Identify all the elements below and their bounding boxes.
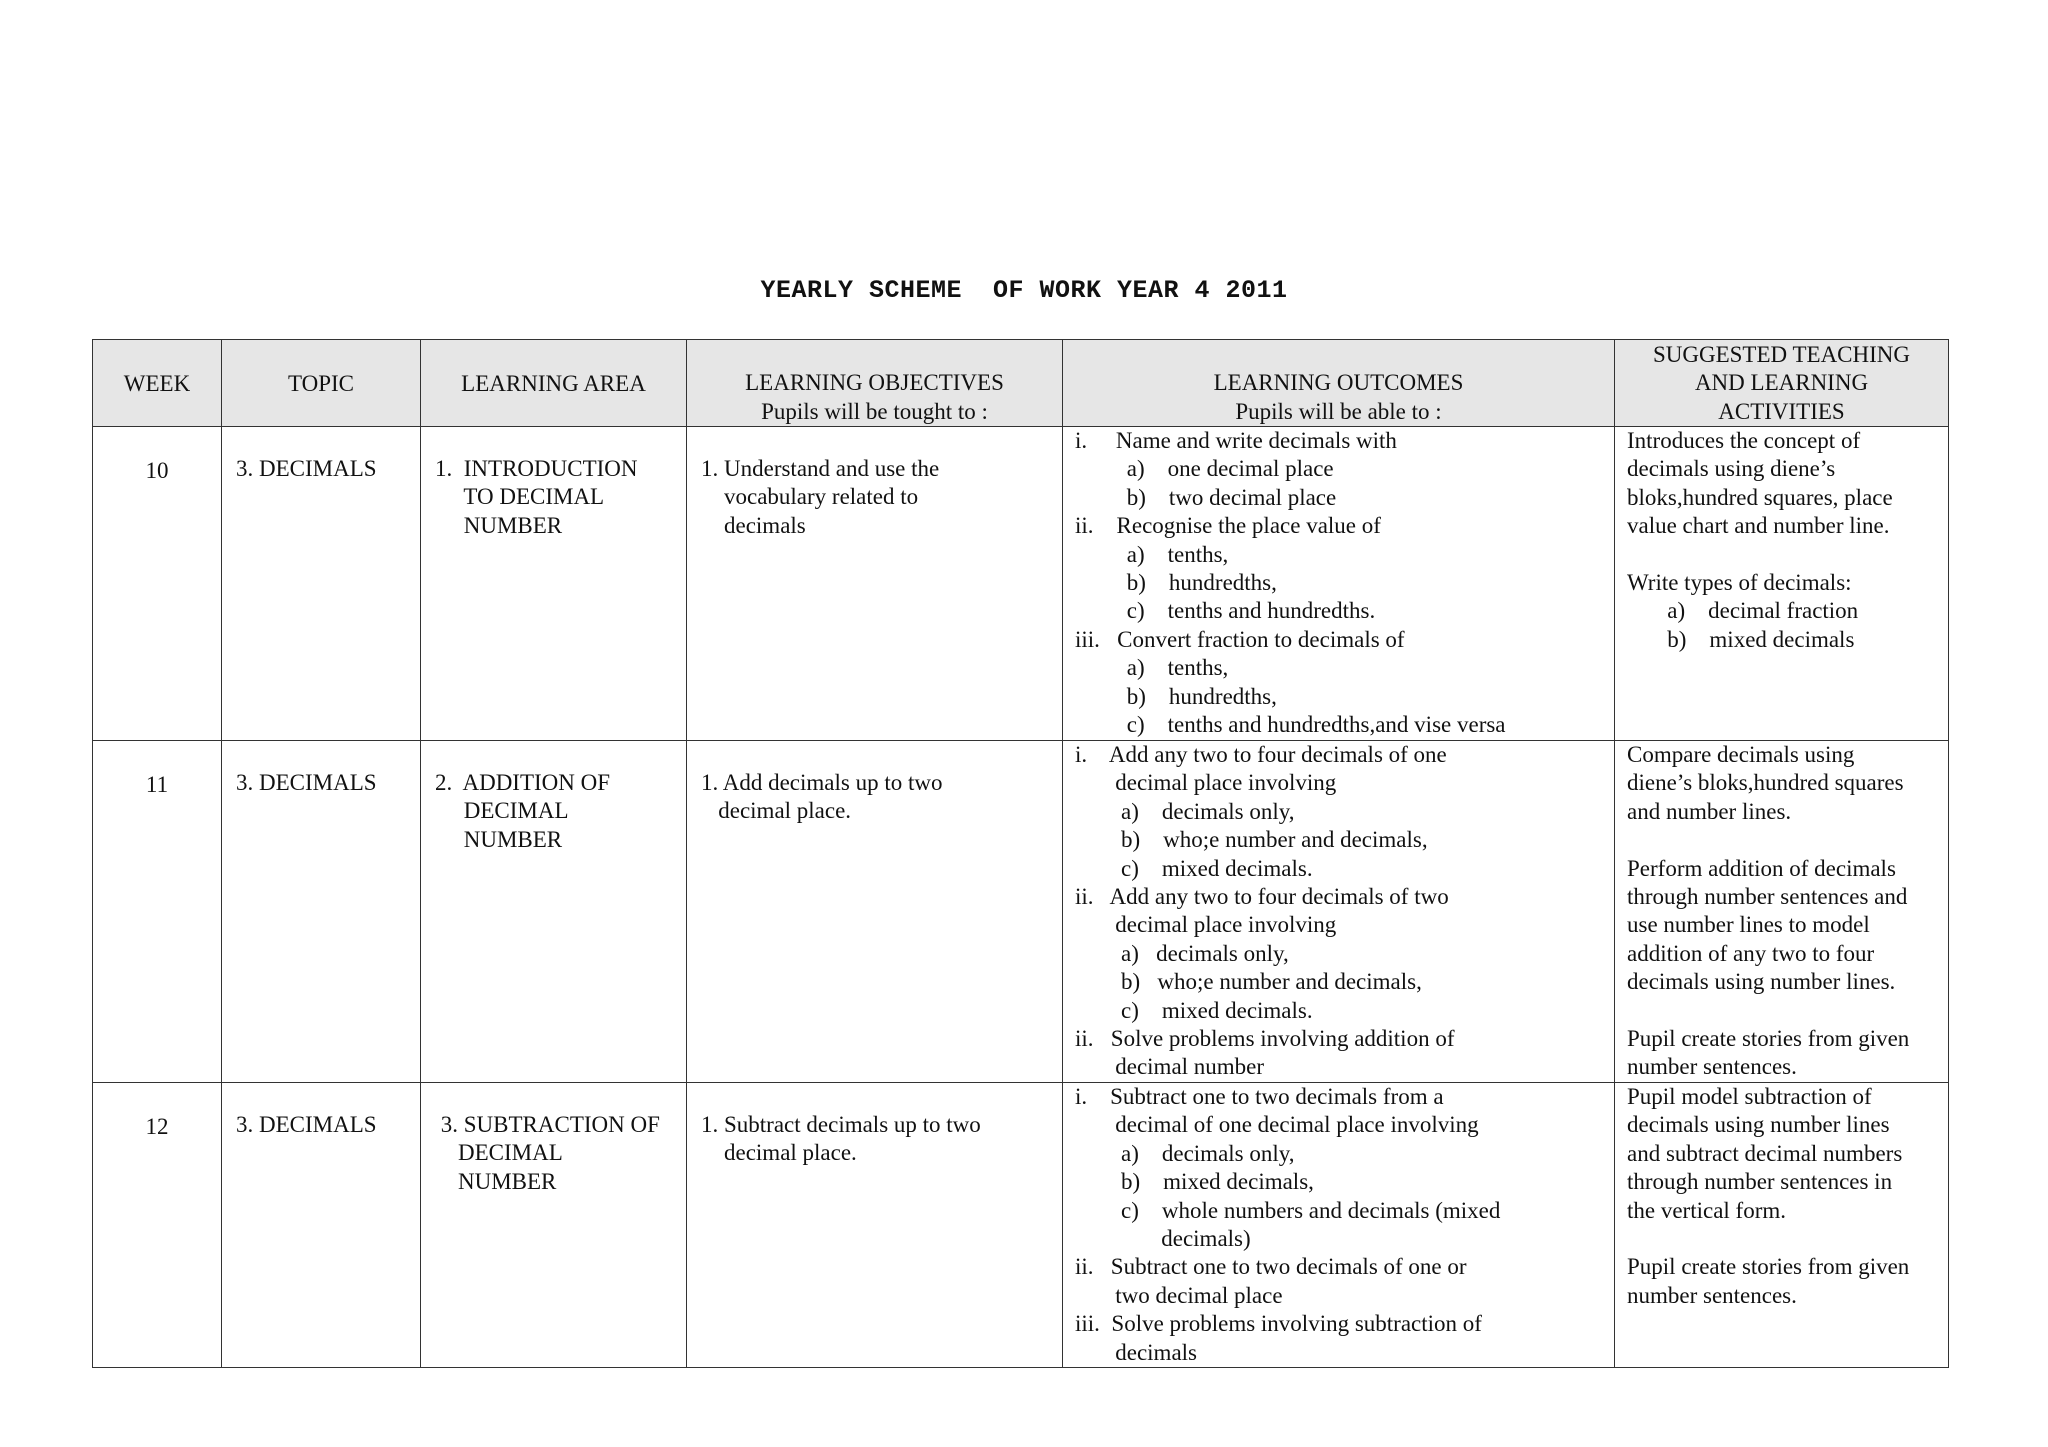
outcome-line: c) tenths and hundredths,and vise versa	[1075, 712, 1506, 738]
header-outcomes-sub: Pupils will be able to :	[1235, 398, 1442, 424]
outcome-line: b) hundredths,	[1075, 683, 1277, 709]
activities-cell	[1615, 427, 1949, 741]
outcome-line: decimal place involving	[1075, 770, 1337, 796]
topic-cell	[222, 741, 421, 1083]
table-row-week-10	[93, 427, 1949, 741]
header-week-label: WEEK	[123, 370, 191, 396]
outcome-line: b) who;e number and decimals,	[1075, 969, 1422, 995]
outcome-line: c) whole numbers and decimals (mixed	[1075, 1197, 1501, 1223]
activity-line: diene’s bloks,hundred squares	[1627, 770, 1904, 796]
outcome-line: c) mixed decimals.	[1075, 997, 1313, 1023]
learning-area-cell	[421, 741, 687, 1083]
header-outcomes-label: LEARNING OUTCOMES	[1213, 370, 1464, 396]
activity-line: Introduces the concept of	[1627, 428, 1861, 453]
activity-line: Pupil create stories from given	[1627, 1254, 1910, 1280]
outcome-line: b) two decimal place	[1075, 484, 1337, 510]
activity-line: Write types of decimals:	[1627, 570, 1852, 596]
week-number: 11	[145, 772, 169, 797]
activity-line: and number lines.	[1627, 798, 1792, 824]
activity-line: number sentences.	[1627, 1054, 1797, 1080]
outcome-line: i. Add any two to four decimals of one	[1075, 742, 1447, 767]
week-cell	[93, 427, 222, 741]
header-activities	[1615, 340, 1949, 427]
outcome-line: ii. Solve problems involving addition of	[1075, 1026, 1455, 1052]
week-number: 10	[145, 458, 169, 483]
activity-line: use number lines to model	[1627, 912, 1870, 938]
header-learning-outcomes	[1063, 340, 1615, 427]
activity-line: Pupil model subtraction of	[1627, 1084, 1872, 1109]
objective-line: decimals	[701, 512, 806, 538]
activities-cell	[1615, 741, 1949, 1083]
outcome-line: a) decimals only,	[1075, 798, 1295, 824]
document-title: YEARLY SCHEME OF WORK YEAR 4 2011	[760, 276, 1288, 305]
area-line: NUMBER	[435, 512, 563, 538]
outcome-line: ii. Recognise the place value of	[1075, 513, 1381, 539]
scheme-table	[92, 339, 1949, 1368]
week-number: 12	[145, 1114, 169, 1139]
outcome-line: decimals)	[1075, 1226, 1251, 1252]
week-cell	[93, 1083, 222, 1368]
objective-line: 1. Understand and use the	[701, 456, 940, 481]
activity-line: through number sentences in	[1627, 1169, 1893, 1195]
area-line: NUMBER	[435, 826, 563, 852]
header-objectives-label: LEARNING OBJECTIVES	[745, 370, 1004, 396]
outcomes-cell	[1063, 427, 1615, 741]
activity-line: decimals using number lines	[1627, 1112, 1890, 1138]
outcome-line: b) who;e number and decimals,	[1075, 827, 1428, 853]
activity-line: b) mixed decimals	[1627, 626, 1855, 652]
activity-line: Pupil create stories from given	[1627, 1026, 1910, 1052]
activity-line: number sentences.	[1627, 1282, 1797, 1308]
outcome-line: i. Subtract one to two decimals from a	[1075, 1084, 1444, 1109]
header-topic-label: TOPIC	[287, 370, 355, 396]
header-learning-objectives	[687, 340, 1063, 427]
topic-cell	[222, 427, 421, 741]
activities-cell	[1615, 1083, 1949, 1368]
topic-text: 3. DECIMALS	[236, 456, 377, 481]
outcome-line: b) hundredths,	[1075, 570, 1277, 596]
outcome-line: c) mixed decimals.	[1075, 855, 1313, 881]
area-line: 1. INTRODUCTION	[435, 456, 638, 481]
activity-line: Perform addition of decimals	[1627, 855, 1896, 881]
activity-line: and subtract decimal numbers	[1627, 1140, 1903, 1166]
activity-line	[1627, 541, 1948, 569]
area-line: 3. SUBTRACTION OF	[435, 1112, 660, 1137]
outcome-line: two decimal place	[1075, 1282, 1283, 1308]
outcome-line: iii. Convert fraction to decimals of	[1075, 626, 1405, 652]
table-row-week-12	[93, 1083, 1949, 1368]
outcome-line: iii. Solve problems involving subtraction of	[1075, 1311, 1482, 1337]
outcome-line: a) one decimal place	[1075, 456, 1334, 482]
outcome-line: a) tenths,	[1075, 655, 1229, 681]
activity-line: through number sentences and	[1627, 884, 1908, 910]
outcomes-cell	[1063, 1083, 1615, 1368]
header-row	[93, 340, 1949, 427]
objective-line: vocabulary related to	[701, 484, 919, 510]
activity-line: value chart and number line.	[1627, 513, 1890, 539]
outcomes-cell	[1063, 741, 1615, 1083]
activity-line: decimals using number lines.	[1627, 969, 1896, 995]
outcome-line: a) decimals only,	[1075, 1140, 1295, 1166]
activity-line: addition of any two to four	[1627, 940, 1875, 966]
outcome-line: decimal number	[1075, 1054, 1265, 1080]
outcome-line: i. Name and write decimals with	[1075, 428, 1397, 453]
topic-cell	[222, 1083, 421, 1368]
header-week	[93, 340, 222, 427]
outcome-line: a) decimals only,	[1075, 940, 1289, 966]
header-activities-line: ACTIVITIES	[1718, 398, 1845, 424]
activity-line: decimals using diene’s	[1627, 456, 1836, 482]
activity-line	[1627, 1225, 1948, 1253]
learning-area-cell	[421, 427, 687, 741]
objective-line: 1. Subtract decimals up to two	[701, 1112, 981, 1137]
header-learning-area	[421, 340, 687, 427]
objective-line: decimal place.	[701, 1140, 857, 1166]
activity-line: a) decimal fraction	[1627, 598, 1859, 624]
outcome-line: decimal of one decimal place involving	[1075, 1112, 1479, 1138]
header-activities-line: AND LEARNING	[1694, 370, 1869, 396]
outcome-line: a) tenths,	[1075, 541, 1229, 567]
topic-text: 3. DECIMALS	[236, 1112, 377, 1137]
learning-area-cell	[421, 1083, 687, 1368]
objective-line: decimal place.	[701, 798, 852, 824]
outcome-line: c) tenths and hundredths.	[1075, 598, 1376, 624]
topic-text: 3. DECIMALS	[236, 770, 377, 795]
outcome-line: decimals	[1075, 1339, 1197, 1365]
header-activities-line: SUGGESTED TEACHING	[1652, 341, 1911, 367]
objective-line: 1. Add decimals up to two	[701, 770, 943, 795]
outcome-line: b) mixed decimals,	[1075, 1169, 1314, 1195]
area-line: 2. ADDITION OF	[435, 770, 611, 795]
activity-line: Compare decimals using	[1627, 742, 1855, 767]
outcome-line: ii. Add any two to four decimals of two	[1075, 884, 1449, 910]
area-line: DECIMAL	[435, 798, 569, 824]
objectives-cell	[687, 741, 1063, 1083]
outcome-line: ii. Subtract one to two decimals of one or	[1075, 1254, 1467, 1280]
header-topic	[222, 340, 421, 427]
area-line: TO DECIMAL	[435, 484, 605, 510]
week-cell	[93, 741, 222, 1083]
activity-line: the vertical form.	[1627, 1197, 1787, 1223]
activity-line	[1627, 826, 1948, 854]
objectives-cell	[687, 427, 1063, 741]
table-row-week-11	[93, 741, 1949, 1083]
area-line: NUMBER	[435, 1168, 557, 1194]
area-line: DECIMAL	[435, 1140, 563, 1166]
header-objectives-sub: Pupils will be tought to :	[761, 398, 988, 424]
outcome-line: decimal place involving	[1075, 912, 1337, 938]
activity-line: bloks,hundred squares, place	[1627, 484, 1893, 510]
header-area-label: LEARNING AREA	[461, 370, 646, 396]
activity-line	[1627, 997, 1948, 1025]
objectives-cell	[687, 1083, 1063, 1368]
